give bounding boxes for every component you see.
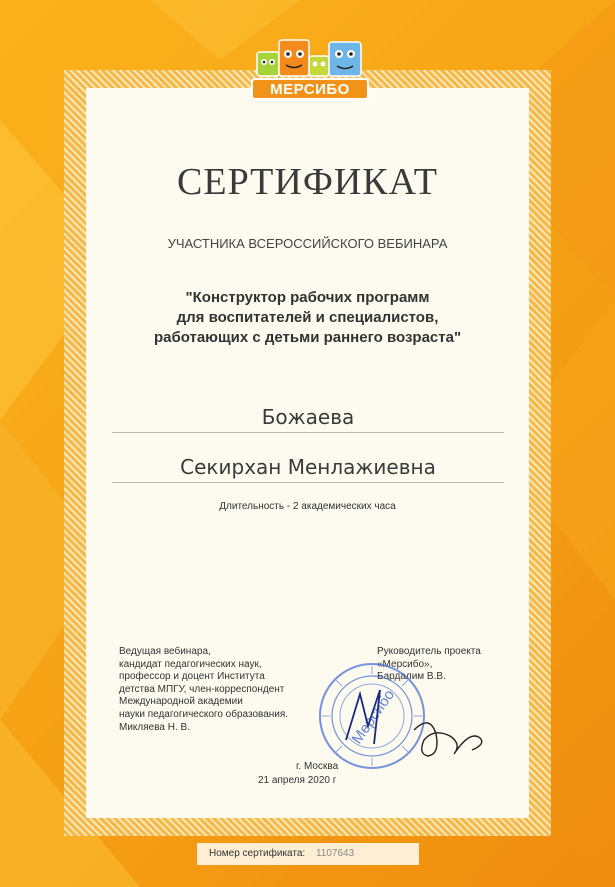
host-line: профессор и доцент Института bbox=[119, 671, 265, 683]
webinar-title-line: "Конструктор рабочих программ bbox=[185, 289, 430, 306]
stamp-text: Мерсибо bbox=[348, 686, 399, 748]
host-line: Ведущая вебинара, bbox=[119, 646, 211, 657]
webinar-title-line: для воспитателей и специалистов, bbox=[176, 309, 439, 326]
lead-line: «Мерсибо», bbox=[377, 658, 433, 670]
participant-surname: Божаева bbox=[112, 405, 504, 433]
certificate-title: СЕРТИФИКАТ bbox=[177, 161, 438, 203]
host-line: Международной академии bbox=[119, 696, 243, 708]
city: г. Москва bbox=[296, 761, 339, 772]
host-line: науки педагогического образования. bbox=[119, 708, 289, 720]
lead-line: Руководитель проекта bbox=[377, 646, 481, 657]
certificate-number-label: Номер сертификата: bbox=[209, 848, 306, 859]
brand-name: МЕРСИБО bbox=[251, 78, 369, 100]
signature-icon bbox=[410, 710, 490, 766]
host-credentials bbox=[119, 646, 339, 734]
host-line: кандидат педагогических наук, bbox=[119, 658, 262, 670]
certificate-number-value: 1107643 bbox=[315, 848, 355, 859]
host-line: Микляева Н. В. bbox=[119, 721, 190, 733]
issue-date: 21 апреля 2020 г bbox=[258, 775, 337, 786]
participant-given-names: Секирхан Менлажиевна bbox=[112, 455, 504, 483]
lead-line: Бардалим В.В. bbox=[377, 671, 446, 683]
certificate-subtitle: УЧАСТНИКА ВСЕРОССИЙСКОГО ВЕБИНАРА bbox=[167, 236, 448, 251]
duration-text: Длительность - 2 академических часа bbox=[219, 501, 396, 512]
host-line: детства МПГУ, член-корреспондент bbox=[119, 683, 285, 695]
webinar-title bbox=[120, 288, 495, 348]
certificate-number-bar bbox=[197, 843, 419, 865]
webinar-title-line: работающих с детьми раннего возраста" bbox=[153, 329, 462, 346]
